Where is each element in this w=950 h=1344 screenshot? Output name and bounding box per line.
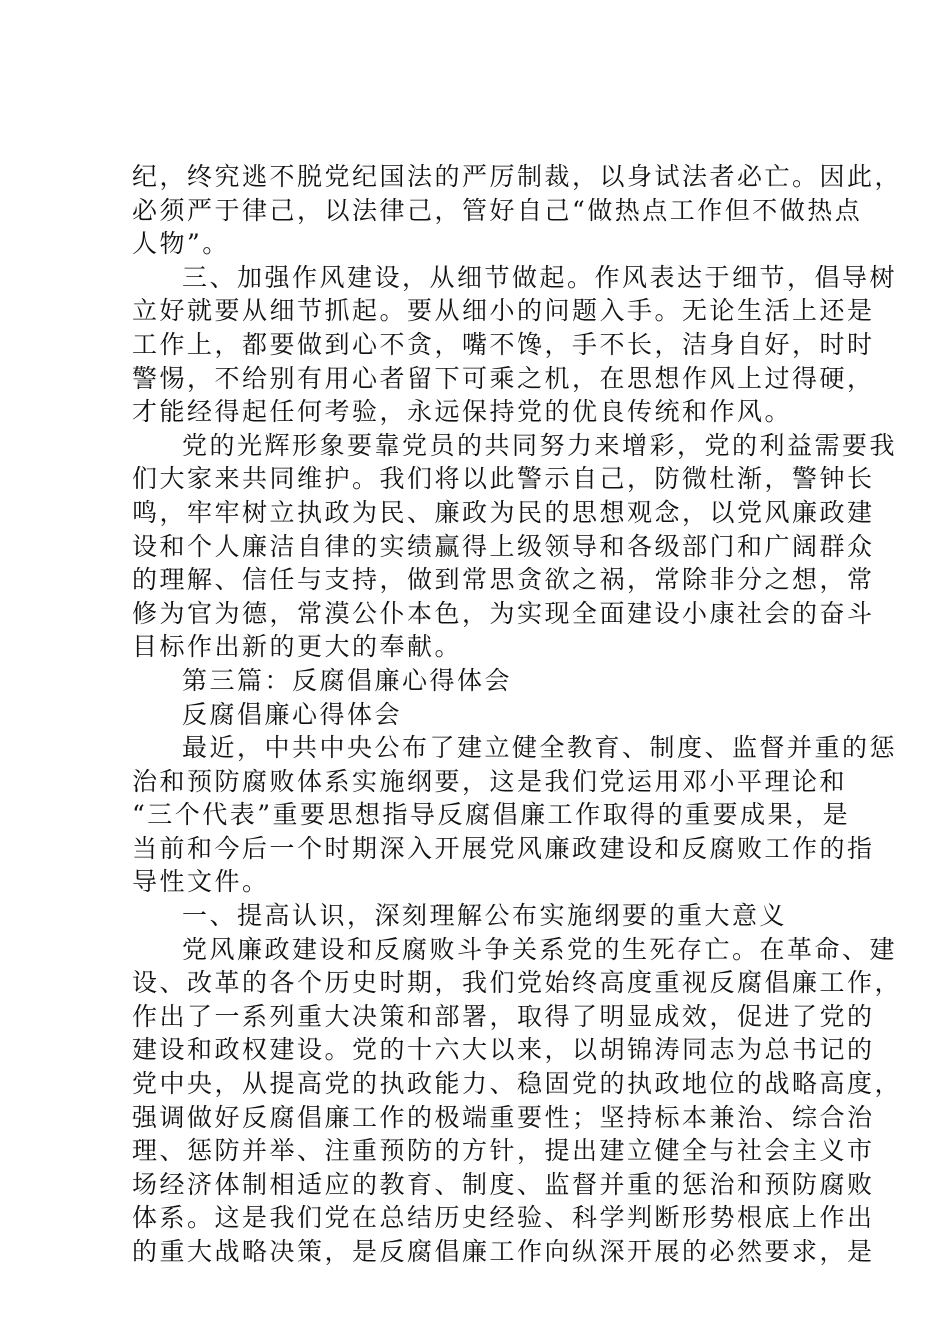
text-line: 修为官为德，常漠公仆本色，为实现全面建设小康社会的奋斗 <box>132 598 875 628</box>
text-line: “三个代表”重要思想指导反腐倡廉工作取得的重要成果，是 <box>132 800 851 830</box>
text-line: 建设和政权建设。党的十六大以来，以胡锦涛同志为总书记的 <box>132 1035 875 1065</box>
text-line: 工作上，都要做到心不贪，嘴不馋，手不长，洁身自好，时时 <box>132 329 875 359</box>
text-line: 人物”。 <box>132 229 230 259</box>
text-line: 第三篇：反腐倡廉心得体会 <box>182 665 513 695</box>
text-line: 的理解、信任与支持，做到常思贪欲之祸，常除非分之想，常 <box>132 565 875 595</box>
text-line: 作出了一系列重大决策和部署，取得了明显成效，促进了党的 <box>132 1001 875 1031</box>
text-line: 体系。这是我们党在总结历史经验、科学判断形势根底上作出 <box>132 1203 875 1233</box>
text-line: 设、改革的各个历史时期，我们党始终高度重视反腐倡廉工作， <box>132 968 903 998</box>
text-line: 三、加强作风建设，从细节做起。作风表达于细节，倡导树 <box>182 262 898 292</box>
text-line: 党的光辉形象要靠党员的共同努力来增彩，党的利益需要我 <box>182 430 898 460</box>
text-line: 目标作出新的更大的奉献。 <box>132 632 463 662</box>
text-line: 才能经得起任何考验，永远保持党的优良传统和作风。 <box>132 397 793 427</box>
text-line: 们大家来共同维护。我们将以此警示自己，防微杜渐，警钟长 <box>132 464 875 494</box>
text-line: 党风廉政建设和反腐败斗争关系党的生死存亡。在革命、建 <box>182 934 898 964</box>
text-line: 鸣，牢牢树立执政为民、廉政为民的思想观念，以党风廉政建 <box>132 497 875 527</box>
text-line: 最近，中共中央公布了建立健全教育、制度、监督并重的惩 <box>182 733 898 763</box>
text-line: 纪，终究逃不脱党纪国法的严厉制裁，以身试法者必亡。因此， <box>132 162 903 191</box>
text-line: 必须严于律己，以法律己，管好自己“做热点工作但不做热点 <box>132 195 863 225</box>
text-line: 的重大战略决策，是反腐倡廉工作向纵深开展的必然要求，是 <box>132 1237 875 1266</box>
text-line: 设和个人廉洁自律的实绩赢得上级领导和各级部门和广阔群众 <box>132 531 875 561</box>
text-line: 强调做好反腐倡廉工作的极端重要性；坚持标本兼治、综合治 <box>132 1102 875 1132</box>
text-line: 场经济体制相适应的教育、制度、监督并重的惩治和预防腐败 <box>132 1169 875 1199</box>
text-line: 立好就要从细节抓起。要从细小的问题入手。无论生活上还是 <box>132 296 875 326</box>
text-line: 警惕，不给别有用心者留下可乘之机，在思想作风上过得硬， <box>132 363 875 393</box>
text-line: 治和预防腐败体系实施纲要，这是我们党运用邓小平理论和 <box>132 766 848 796</box>
document-body-text <box>132 160 903 1269</box>
text-line: 导性文件。 <box>132 867 270 897</box>
text-line: 一、提高认识，深刻理解公布实施纲要的重大意义 <box>182 901 788 931</box>
text-line: 当前和今后一个时期深入开展党风廉政建设和反腐败工作的指 <box>132 833 875 863</box>
text-line: 反腐倡廉心得体会 <box>182 699 403 729</box>
text-line: 理、惩防并举、注重预防的方针，提出建立健全与社会主义市 <box>132 1136 875 1166</box>
text-line: 党中央，从提高党的执政能力、稳固党的执政地位的战略高度， <box>132 1069 903 1099</box>
